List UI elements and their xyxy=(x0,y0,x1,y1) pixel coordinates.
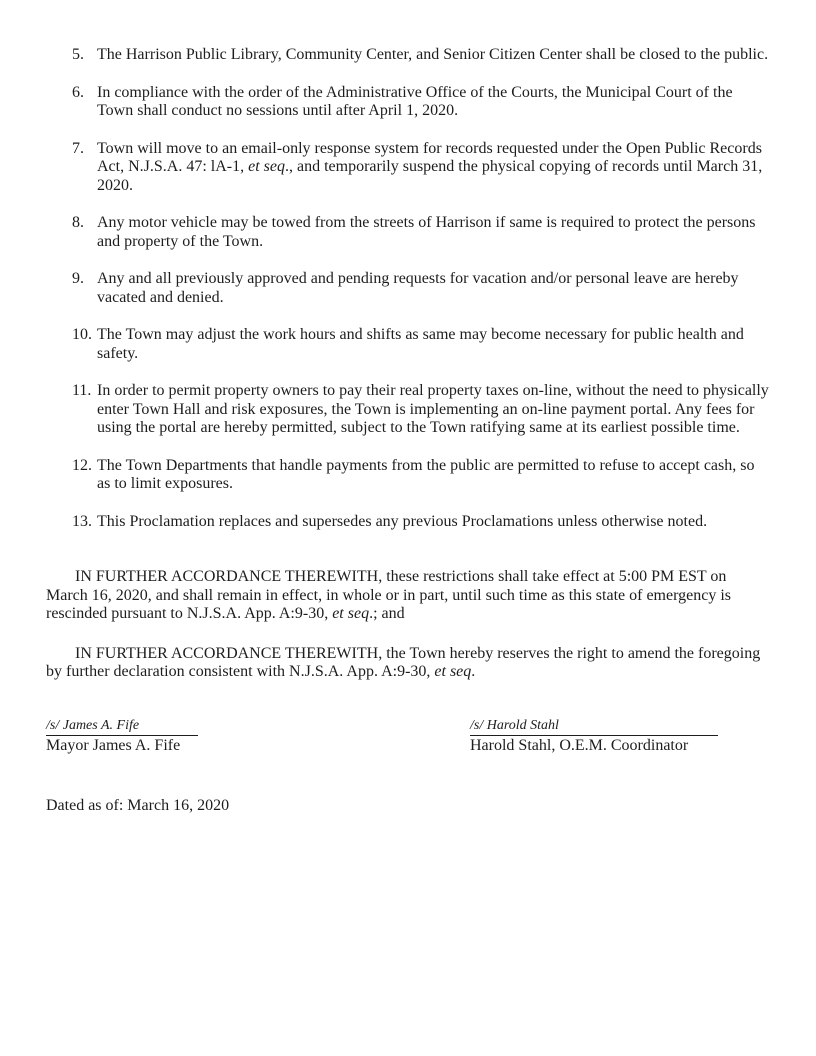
closing-paragraph xyxy=(46,568,770,624)
list-item-text xyxy=(97,214,755,250)
list-item xyxy=(46,382,770,438)
text-segment: In compliance with the order of the Administrative Office of the Courts, the Municipal Court of the Town shall conduct no sessions until after April 1, 2020. xyxy=(97,83,733,119)
dated-line: Dated as of: March 16, 2020 xyxy=(46,797,230,814)
list-item-number: 8. xyxy=(72,214,84,231)
list-item-text xyxy=(97,382,769,436)
text-segment: This Proclamation replaces and supersedes any previous Proclamations unless otherwise noted. xyxy=(97,512,708,530)
text-segment: The Harrison Public Library, Community Center, and Senior Citizen Center shall be closed to the public. xyxy=(97,46,769,63)
list-item-number: 11. xyxy=(72,382,92,399)
list-item-text xyxy=(97,270,739,306)
closing-paragraphs xyxy=(46,550,770,682)
text-segment: Town will move to an email-only response system for records requested under the Open Public Records Act, N.J.S.A. 47: lA-1, xyxy=(97,139,762,175)
oem-coordinator-name: Harold Stahl, O.E.M. Coordinator xyxy=(470,736,689,754)
list-item xyxy=(46,513,770,532)
mayor-signature-line: /s/ James A. Fife xyxy=(46,718,198,736)
text-segment: Any and all previously approved and pending requests for vacation and/or personal leave are hereby vacated and denied. xyxy=(97,270,739,306)
list-item-number: 12. xyxy=(72,456,92,474)
text-segment: Any motor vehicle may be towed from the streets of Harrison if same is required to protect the persons and property of the Town. xyxy=(97,214,756,250)
text-segment: IN FURTHER ACCORDANCE THEREWITH, the Town hereby reserves the right to amend the foregoing by further declaration consistent with N.J.S.A. App. A:9-30, xyxy=(46,644,761,680)
italic-citation: et seq xyxy=(248,158,285,175)
signature-right xyxy=(470,716,770,756)
oem-coordinator-signature-line: /s/ Harold Stahl xyxy=(470,718,718,736)
list-item xyxy=(46,214,770,251)
list-item-number: 10. xyxy=(72,326,92,343)
list-item xyxy=(46,326,770,363)
list-item xyxy=(46,457,770,494)
list-item-text xyxy=(97,84,733,120)
list-item xyxy=(46,46,770,65)
italic-citation: et seq xyxy=(434,663,472,680)
list-item-number: 9. xyxy=(72,270,84,287)
list-item xyxy=(46,270,770,307)
list-item-text xyxy=(97,140,762,194)
list-item xyxy=(46,84,770,121)
list-item-text xyxy=(97,326,744,362)
list-item-text xyxy=(97,513,707,530)
list-item-number: 7. xyxy=(72,139,84,157)
signature-left xyxy=(46,716,470,756)
italic-citation: et seq xyxy=(332,605,370,622)
text-segment: .; and xyxy=(369,605,405,622)
list-item-text xyxy=(97,457,754,493)
list-item-number: 6. xyxy=(72,83,84,101)
signature-block xyxy=(46,716,770,756)
list-item-number: 5. xyxy=(72,46,84,63)
list-item-text xyxy=(97,46,768,63)
text-segment: In order to permit property owners to pay their real property taxes on-line, without the need to physically enter Town Hall and risk exposures, the Town is implementing an on-line payment portal. Any fees for using the portal are hereby permitted, subject to the Town ratifying same at its earliest possible time. xyxy=(97,382,769,436)
list-item-number: 13. xyxy=(72,512,92,530)
text-segment: ., and temporarily suspend the physical copying of records until March 31, 2020. xyxy=(97,158,763,194)
numbered-list xyxy=(46,46,770,550)
text-segment: IN FURTHER ACCORDANCE THEREWITH, these restrictions shall take effect at 5:00 PM EST on March 16, 2020, and shall remain in effect, in whole or in part, until such time as this state of emergency is rescinded pursuant to N.J.S.A. App. A:9-30, xyxy=(46,568,732,622)
closing-paragraph xyxy=(46,645,770,682)
text-segment: The Town may adjust the work hours and shifts as same may become necessary for public health and safety. xyxy=(97,326,744,362)
text-segment: The Town Departments that handle payments from the public are permitted to refuse to accept cash, so as to limit exposures. xyxy=(97,456,755,492)
list-item xyxy=(46,140,770,196)
text-segment: . xyxy=(471,663,476,680)
mayor-name: Mayor James A. Fife xyxy=(46,736,181,754)
